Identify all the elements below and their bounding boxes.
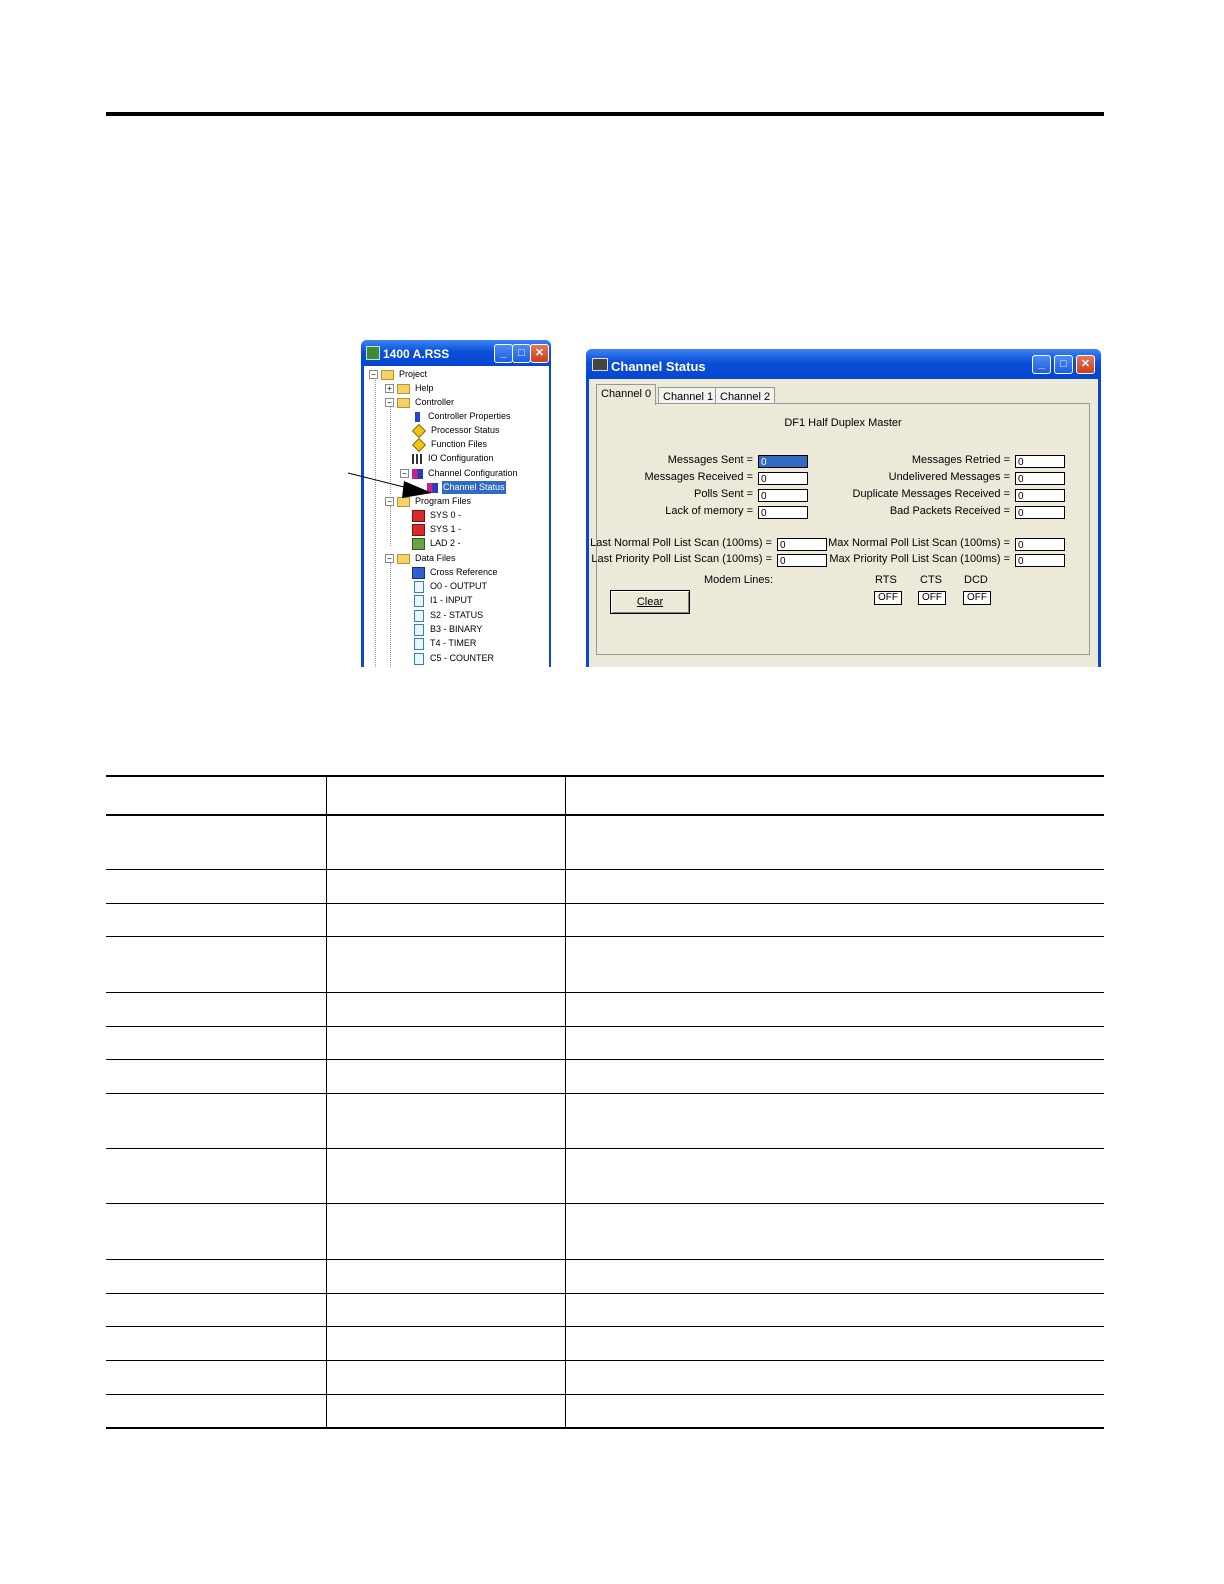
max-priority-scan-label: Max Priority Poll List Scan (100ms) = <box>829 553 1010 565</box>
tab-channel-1[interactable]: Channel 1 <box>658 387 718 406</box>
data-file-icon <box>414 638 424 650</box>
table-row-rule <box>106 1259 1104 1260</box>
last-normal-scan-label: Last Normal Poll List Scan (100ms) = <box>590 537 772 549</box>
table-row-rule <box>106 869 1104 870</box>
project-window-title: 1400 A.RSS <box>383 347 450 361</box>
ladder-file-icon <box>412 538 425 550</box>
table-column-divider <box>326 775 327 1429</box>
tree-guide <box>375 378 376 667</box>
tree-guide <box>390 563 391 667</box>
tree-item-controller[interactable]: − Controller <box>385 396 455 409</box>
collapse-icon[interactable]: − <box>385 554 394 563</box>
polls-sent-label: Polls Sent = <box>693 488 753 500</box>
tree-item-sys1[interactable]: SYS 1 - <box>412 523 462 536</box>
channel-status-body <box>589 379 1098 667</box>
table-row-rule <box>106 936 1104 937</box>
duplicate-messages-label: Duplicate Messages Received = <box>852 488 1010 500</box>
table-row-rule <box>106 1326 1104 1327</box>
messages-received-label: Messages Received = <box>644 471 753 483</box>
cts-state: OFF <box>918 591 946 605</box>
last-priority-scan-label: Last Priority Poll List Scan (100ms) = <box>591 553 772 565</box>
tree-item-c5-counter[interactable]: C5 - COUNTER <box>412 652 495 665</box>
tree-item-b3-binary[interactable]: B3 - BINARY <box>412 623 483 636</box>
tree-item-function-files[interactable]: Function Files <box>412 438 488 451</box>
close-icon[interactable]: ✕ <box>1076 355 1095 374</box>
tree-item-channel-configuration[interactable]: − Channel Configuration <box>400 467 519 480</box>
channel-status-window-icon <box>592 358 608 371</box>
tree-item-s2-status[interactable]: S2 - STATUS <box>412 609 484 622</box>
io-icon <box>412 454 423 464</box>
callout-arrow <box>340 465 440 500</box>
project-tree <box>364 366 549 667</box>
table-row-rule <box>106 1059 1104 1060</box>
sys-file-icon <box>412 510 425 522</box>
max-normal-scan-field[interactable]: 0 <box>1015 538 1065 551</box>
collapse-icon[interactable]: − <box>385 398 394 407</box>
rts-label: RTS <box>875 574 897 586</box>
rslogix-app-icon <box>366 346 380 360</box>
collapse-icon[interactable]: − <box>369 370 378 379</box>
data-file-icon <box>414 595 424 607</box>
messages-retried-label: Messages Retried = <box>911 454 1010 466</box>
table-row-rule <box>106 1293 1104 1294</box>
tree-item-channel-status[interactable]: Channel Status <box>427 481 506 494</box>
function-icon <box>412 438 426 452</box>
table-row-rule <box>106 1203 1104 1204</box>
tree-item-program-files[interactable]: − Program Files <box>385 495 472 508</box>
messages-sent-label: Messages Sent = <box>667 454 753 466</box>
processor-icon <box>412 424 426 438</box>
dcd-label: DCD <box>964 574 988 586</box>
table-row-rule <box>106 903 1104 904</box>
collapse-icon[interactable]: − <box>400 469 409 478</box>
tree-item-data-files[interactable]: − Data Files <box>385 552 457 565</box>
last-normal-scan-field[interactable]: 0 <box>777 538 827 551</box>
lack-of-memory-field[interactable]: 0 <box>758 506 808 519</box>
table-top-rule <box>106 775 1104 777</box>
messages-received-field[interactable]: 0 <box>758 472 808 485</box>
max-priority-scan-field[interactable]: 0 <box>1015 554 1065 567</box>
undelivered-messages-field[interactable]: 0 <box>1015 472 1065 485</box>
tree-item-cross-reference[interactable]: Cross Reference <box>412 566 499 579</box>
maximize-icon[interactable]: □ <box>512 344 531 363</box>
tree-item-help[interactable]: + Help <box>385 382 435 395</box>
messages-sent-field[interactable]: 0 <box>758 455 808 468</box>
info-icon <box>415 412 420 422</box>
data-file-icon <box>414 624 424 636</box>
tree-guide <box>390 506 391 546</box>
minimize-icon[interactable]: _ <box>1032 355 1051 374</box>
lack-of-memory-label: Lack of memory = <box>665 505 753 517</box>
data-file-icon <box>414 653 424 665</box>
max-normal-scan-label: Max Normal Poll List Scan (100ms) = <box>828 537 1010 549</box>
table-column-divider <box>565 775 566 1429</box>
rts-state: OFF <box>874 591 902 605</box>
folder-icon <box>397 384 410 394</box>
undelivered-messages-label: Undelivered Messages = <box>888 471 1010 483</box>
folder-icon <box>397 554 410 564</box>
folder-icon <box>381 370 394 380</box>
table-bottom-rule <box>106 1427 1104 1429</box>
dcd-state: OFF <box>963 591 991 605</box>
bad-packets-field[interactable]: 0 <box>1015 506 1065 519</box>
minimize-icon[interactable]: _ <box>494 344 513 363</box>
tab-channel-2[interactable]: Channel 2 <box>715 387 775 406</box>
channel-status-title: Channel Status <box>611 359 706 374</box>
channel-status-titlebar[interactable] <box>586 349 1101 379</box>
tree-item-lad2[interactable]: LAD 2 - <box>412 537 462 550</box>
maximize-icon[interactable]: □ <box>1054 355 1073 374</box>
close-icon[interactable]: ✕ <box>530 344 549 363</box>
table-row-rule <box>106 1026 1104 1027</box>
cross-reference-icon <box>412 567 425 579</box>
channel-mode-label: DF1 Half Duplex Master <box>784 417 902 429</box>
tree-item-t4-timer[interactable]: T4 - TIMER <box>412 637 477 650</box>
duplicate-messages-field[interactable]: 0 <box>1015 489 1065 502</box>
collapse-icon[interactable]: − <box>385 497 394 506</box>
table-row-rule <box>106 1093 1104 1094</box>
tree-item-project[interactable]: − Project <box>369 368 428 381</box>
messages-retried-field[interactable]: 0 <box>1015 455 1065 468</box>
last-priority-scan-field[interactable]: 0 <box>777 554 827 567</box>
tree-item-o0-output[interactable]: O0 - OUTPUT <box>412 580 488 593</box>
table-header-rule <box>106 814 1104 816</box>
clear-button-label: Clear <box>636 596 664 608</box>
tree-item-controller-properties[interactable]: Controller Properties <box>412 410 512 423</box>
project-window-titlebar[interactable] <box>361 340 551 366</box>
header-rule <box>106 112 1104 116</box>
tree-item-processor-status[interactable]: Processor Status <box>412 424 501 437</box>
data-file-icon <box>414 581 424 593</box>
tab-channel-0[interactable]: Channel 0 <box>596 384 656 405</box>
project-tree-window <box>361 340 551 667</box>
table-row-rule <box>106 1394 1104 1395</box>
tree-item-io-configuration[interactable]: IO Configuration <box>412 452 495 465</box>
data-file-icon <box>414 610 424 622</box>
channel-status-window <box>586 349 1101 667</box>
table-row-rule <box>106 1360 1104 1361</box>
clear-button[interactable] <box>610 590 690 614</box>
cts-label: CTS <box>920 574 942 586</box>
channel-0-panel <box>590 403 1090 655</box>
table-row-rule <box>106 992 1104 993</box>
tree-item-i1-input[interactable]: I1 - INPUT <box>412 594 474 607</box>
bad-packets-label: Bad Packets Received = <box>889 505 1010 517</box>
modem-lines-label: Modem Lines: <box>704 574 774 586</box>
sys-file-icon <box>412 524 425 536</box>
polls-sent-field[interactable]: 0 <box>758 489 808 502</box>
tree-item-sys0[interactable]: SYS 0 - <box>412 509 462 522</box>
table-row-rule <box>106 1148 1104 1149</box>
folder-icon <box>397 398 410 408</box>
expand-icon[interactable]: + <box>385 384 394 393</box>
